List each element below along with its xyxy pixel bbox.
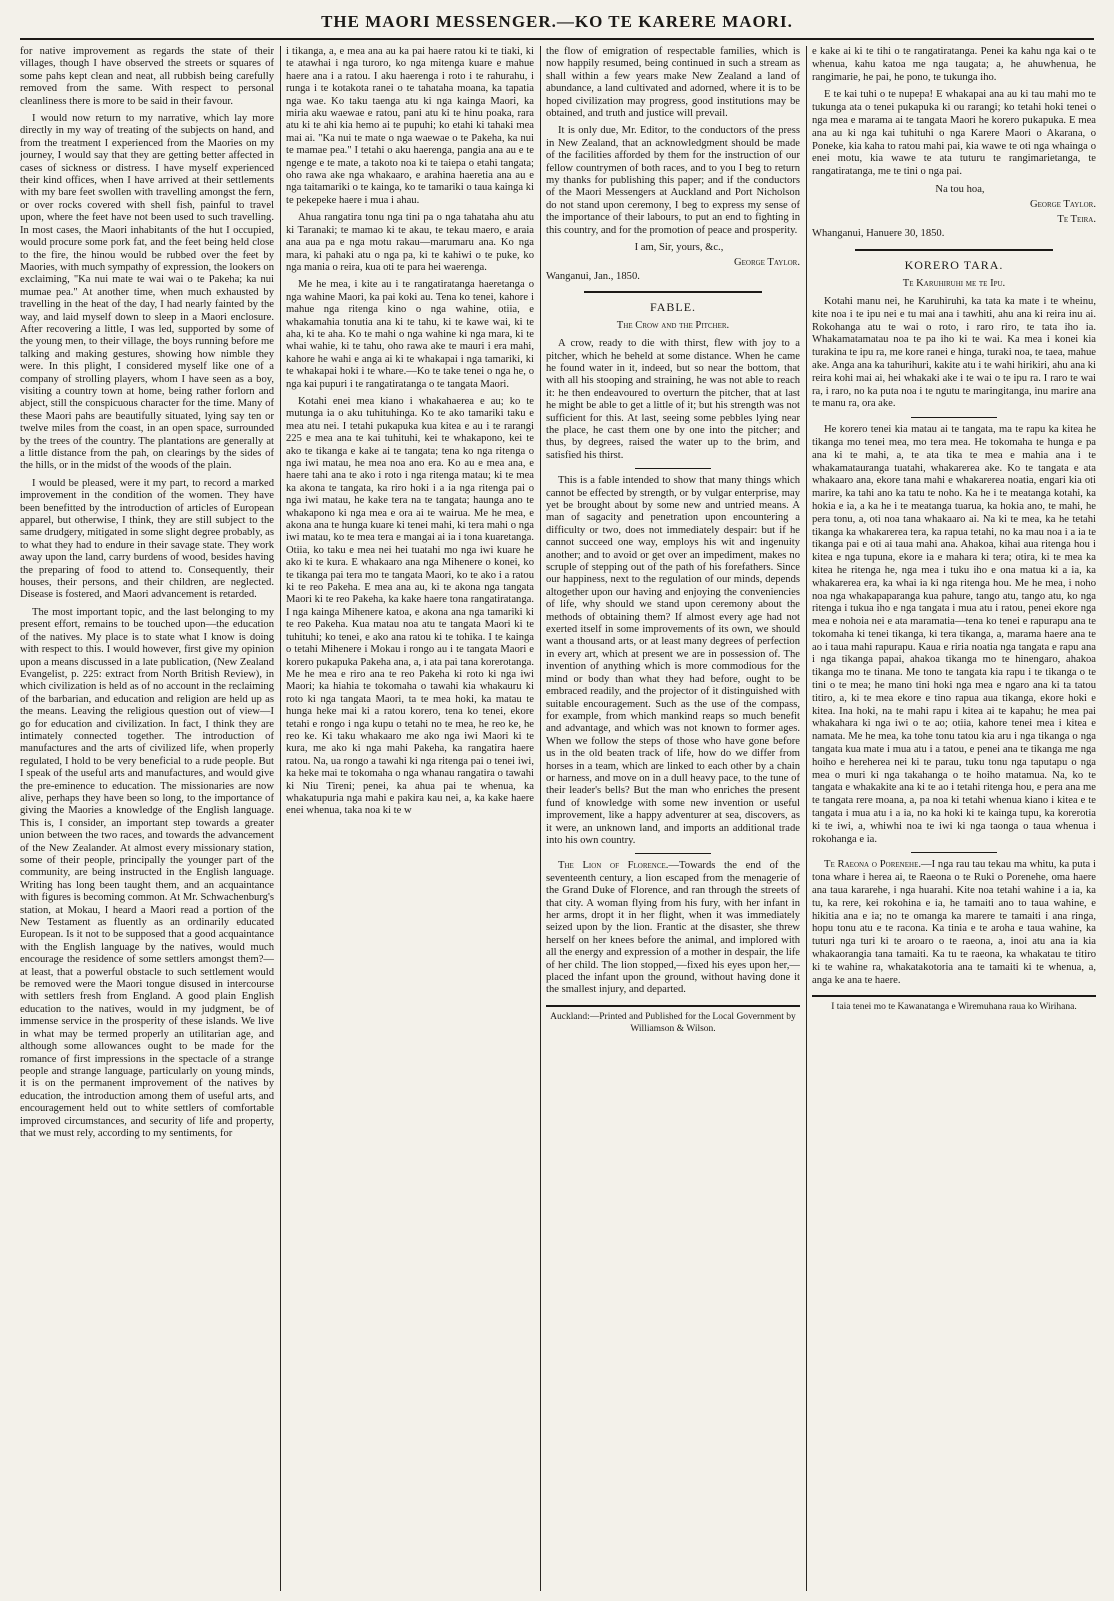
column-3 <box>546 46 800 1593</box>
dateline: Whanganui, Hanuere 30, 1850. <box>812 228 945 240</box>
paragraph: for native improvement as regards the state of their villages, though I have observed the streets or squares of some pahs kept clean and neat, all rubbish being carefully removed from the same. With respect to personal cleanliness there is more to be said in their favour. <box>20 46 274 107</box>
imprint: I taia tenei mo te Kawanatanga e Wiremuhana raua ko Wirihana. <box>812 995 1096 1013</box>
divider <box>911 417 996 418</box>
fable-subtitle: The Crow and the Pitcher. <box>616 319 730 331</box>
paragraph: He korero tenei kia matau ai te tangata, ma te rapu ka kitea he tikanga mo tenei mea, mo tera mea. He tokomaha te hunga e pa ana ki te mahi, a, te ata tika te mea e mahia ana i te whakamatauranga tuatahi, whakarerea ake. Ko te tangata e ata whakaaro ana, ekore tana mahi e whakarerea noatia, engari kia oti marire, ka tahi ano ka tatu te noho. Ka he i te meatanga kotahi, ka hokia e ia, a ka he i te meatanga tuarua, ka hokia ano, te mahi, he pera tonu, a, oti noa tana whakaaro ai. Na ki te mea, ka he tetahi tikanga ka whakarerea tera, ka rapua tetahi, no ka mau noa i a ia te tikanga pai e oti ai taua mahi ana. Ahakoa, kihai aua ritenga hou i kitea e nga tupuna, ekore ia e mahara ki tera; otira, ki te mea ka kitea he ritenga he, nga mea i tuku iho e ona matua ki a ia, ka whakarerea era, ka whai ia ki nga ritenga hou. Me he mea, i noho noa nga whakapaparanga kua pahure, tango atu, tango atu, ko nga ritenga i tukua iho e nga tangata i mua atu i ratou, penei ekore nga mea e nohoia nei e ata maramatia—tena ko tenei e rapurapu ana te tokomaha ki tenei tikanga, ki tera tikanga, a, marama haere ana te ao i taua mahi rapurapu. Kaua e riria noatia nga tangata e rapu ana i nga tikanga papai, ahakoa tikanga mo te hinengaro, ahakoa tikanga mo te tinana. Me tono te tangata kia rapu i te tikanga o te tini o te mea; he mano tini hoki nga mea e ngaro ana ki ta tatou titiro, a, ki te mea ekore e tino rapua aua tikanga, ekore hoki e kitea. Ina hoki, na te mahi rapu i kitea ai te kapahu; he mea pai whakahara ki nga iwi o te ao; otiia, kahore tenei mea i kitea e namata. Me he mea, ka tohe tonu tatou kia aru i nga tikanga o nga tangata kua mate i mua atu i a tatou, e penei ana te tikanga me nga hoiho e hereherea nei ki te parau, tuku tonu nga taputapu o nga mea o muri ki nga takahanga o te hoiho matamua. Na, ko te tangata e whakakite ana ki te ao i tetahi ritenga hou, e pera ana me te tangata rere moana, a, pa noa ki tetahi whenua kiano i kitea e te tangata i mua atu i a ia, no ka hoki ki te kainga tupu, ka korerotia ki te iwi, a, whiwhi noa te iwi ki nga taonga o taua whenua i rokohanga e ia. <box>812 424 1096 845</box>
paragraph: A crow, ready to die with thirst, flew with joy to a pitcher, which he beheld at some distance. When he came he found water in it, indeed, but so near the bottom, that with all his stooping and straining, he was not able to reach it: he then endeavoured to overturn the pitcher, that at last he might be able to get a little of it; but his strength was not sufficient for this. At last, seeing some pebbles lying near the place, he cast them one by one into the pitcher; and thus, by degrees, raised the water up to the brim, and satisfied his thirst. <box>546 338 800 461</box>
paragraph: Me he mea, i kite au i te rangatiratanga haeretanga o nga wahine Maori, ka pai koki au. Tena ko tenei, kahore i mahue nga ritenga kino o nga wahine, otiia, e whakamahia tonutia ana ki te tahu, ki te kawe wai, ki te aha, ki te aha. Ko te mahi o nga wahine ki nga mara, ki te whai wahie, ki te tahu, oho rawa ake te mauri i era mahi, kahore he wahi e anga ai ki te whakapai i nga tamariki, ki te whakapai hoki i te whare.—Ko te take tenei o nga he, o nga kai pupuri i te rangatiratanga o te tangata Maori. <box>286 279 534 390</box>
divider <box>635 853 711 854</box>
paragraph: E te kai tuhi o te nupepa! E whakapai ana au ki tau mahi mo te tukunga ata o tenei pukapuka ki ou rarangi; ko tetahi hoki tenei o nga mea e marama ai te tangata Maori he korero pukapuka. E mea ana au ki nga kai tuhituhi o nga Karere Maori o Akarana, o Poneke, kia kaha to ratou mahi pai, kia wawe te oti nga whainga o enei motu, kia wawe te ata tuturu te rangimarietanga, te rangatiratanga, me te tini o nga pai. <box>812 89 1096 178</box>
paragraph: The most important topic, and the last belonging to my present effort, remains to be touched upon—the education of the natives. My place is to state what I know is doing with respect to this. I would however, first give my opinion upon a means discussed in a late publication, (New Zealand Evangelist, p. 225: extract from North British Review), in which civilization is held as of no account in the reclaiming of the barbarian, and education and religion are held up as the means. Leaving the religious question out of view—I go for education and civilization. In fact, I think they are intimately connected together. The introduction of manufactures and the arts of civilized life, when properly regulated, I hold to be very beneficial to a rude people. But I speak of the useful arts and manufactures, and would give the pre-eminence to education. The missionaries are now alive, perhaps they have been so long, to the importance of giving the Maories a knowledge of the English language. This is, I consider, an important step towards a greater union between the two races, and towards the advancement of the New Zealander. At almost every missionary station, some of their people, principally the younger part of the community, are being instructed in the English language. Writing has long been taught them, and an acquaintance with figures is becoming common. At Mr. Schwachenburg's station, at Mokau, I heard a Maori read a portion of the New Testament as fluently as an ordinarily educated European. Is it not to be supposed that a good acquaintance with the English language by the natives, would much encourage the residence of some settlers amongst them?—at least, that a powerful obstacle to such settlement would be removed were the Maori tongue disused in intercourse with settlers fresh from England. A good plain English education to the natives, would in my judgment, be of immense service in the prosperity of these islands. We live in what may be termed properly an utilitarian age, and although some allowances ought to be made for the romance of first impressions in the spectacle of a strange people and strange language, particularly on young minds, it is on the permanent improvement of the natives by education, the introduction among them of useful arts, and encouragement held out to white settlers of comfortable improved circumstances, and security of life and property, that we must rely, according to my sentiments, for <box>20 606 274 1139</box>
letter-signature: Te Teira. <box>1057 213 1096 225</box>
letter-closing: I am, Sir, yours, &c., <box>634 242 724 254</box>
paragraph: It is only due, Mr. Editor, to the conductors of the press in New Zealand, that an acknowledgment should be made of the facilities afforded by them for the instruction of our fellow countrymen of both races, and to you I beg to return my thanks for publishing this paper; and if the conductors of the Maori Messengers at Auckland and Port Nicholson do not stand upon ceremony, I beg to express my sense of the importance of their labours, to put an end to fighting in this country, and for the promotion of peace and prosperity. <box>546 125 800 236</box>
lion-title: The Lion of Florence. <box>558 860 669 872</box>
korero-title: KORERO TARA. <box>904 258 1004 273</box>
korero-subtitle: Te Karuhiruhi me te Ipu. <box>902 277 1006 289</box>
divider <box>911 852 996 853</box>
section-divider <box>584 291 762 293</box>
divider <box>635 468 711 469</box>
column-2 <box>286 46 534 1593</box>
column-4 <box>812 46 1096 1593</box>
paragraph: Ahua rangatira tonu nga tini pa o nga tahataha ahu atu ki Taranaki; te mamao ki te akau, te tekau maero, e araia ana aua pa e nga motu rakau—marumaru ana. Ko nga mara, ki pahaki atu o nga pa, ki te kahiwi o te puke, ko nga mania o reira, kua oti te para hei waerenga. <box>286 212 534 273</box>
paragraph: the flow of emigration of respectable families, which is now happily resumed, being continued in such a stream as shall within a few years make New Zealand a land of abundance, a land cultivated and adorned, where it is to be hoped civilization may progress, good institutions may be obtained, and truth and justice will prevail. <box>546 46 800 120</box>
paragraph: e kake ai ki te tihi o te rangatiratanga. Penei ka kahu nga kai o te whenua, kahu katoa me nga taugata; a, he ahuwhenua, he rangimarie, he pai, he pono, te tukunga iho. <box>812 46 1096 83</box>
raeona-text: —I nga rau tau tekau ma whitu, ka puta i tona whare i herea ai, te Raeona o te Ruki o Porenehe, oma haere ana taua kararehe, i nga huarahi. Kite noa tetahi wahine i a ia, ka tu, ka rere, kei rokohina e ia, he tamaiti ano to taua wahine, e hikitia ana e ia; no te omanga ka marere te tamaiti i ana ringa, hopu tonu atu e te racona. Ka tinia e te aroha e taua wahine, ka tuturi nga turi ki te aroaro o te raeona, a, inoi atu ana ia kia whakaorangia tana tamaiti. Ka tu te raeona, ka whakatau te titiro ki te wahine ra, whakatakotoria ana te tamaiti ki te whenua, a, anga ke ana te haere. <box>812 859 1096 986</box>
raeona-title: Te Raeona o Porenehe. <box>824 859 921 871</box>
paragraph: I would be pleased, were it my part, to record a marked improvement in the condition of the women. They have been benefitted by the introduction of articles of European apparel, but otherwise, I think, they are still subject to the same drudgery, mitigated in some slight degree probably, as to what they had to endure in their savage state. They work away upon the land, carry burdens of wood, besides having the preparing of food to attend to. Consequently, their houses, their persons, and their children, are neglected. Disease is fostered, and Maori advancement is retarded. <box>20 477 274 601</box>
dateline: Wanganui, Jan., 1850. <box>546 270 640 282</box>
letter-closing: Na tou hoa, <box>935 183 985 195</box>
column-rule <box>806 46 807 1591</box>
letter-signature: George Taylor. <box>1029 198 1096 210</box>
section-divider <box>855 249 1054 251</box>
fable-title: FABLE. <box>649 300 697 315</box>
imprint: Auckland:—Printed and Published for the Local Government by Williamson & Wilson. <box>546 1005 800 1036</box>
column-rule <box>280 46 281 1591</box>
lion-text: —Towards the end of the seventeenth century, a lion escaped from the menagerie of the Grand Duke of Florence, and ran through the streets of that city. A woman flying from his fury, with her infant in her arms, dropt it in her flight, when it was immediately seized upon by the lion. Frantic at the disaster, she threw herself on her knees before the animal, and implored with all the energy and expression of a mother in despair, the life of her child. The lion stopped,—fixed his eyes upon her,—placed the infant upon the ground, without having done it the smallest injury, and departed. <box>546 860 800 996</box>
column-1 <box>20 46 274 1593</box>
column-rule <box>540 46 541 1591</box>
paragraph: I would now return to my narrative, which lay more directly in my way of treating of the subjects on hand, and from the treatment I experienced from the Maories on my journey, I would say that they are getting better affected in cases of sickness or distress. I have myself experienced their kind offices, when I have arrived at their settlements with my bare feet swollen with travelling amongst the fern, or over rocks covered with shell fish, painful to travel upon, where the feet have not been used to such travelling. In most cases, the Maori inhabitants of the hut I occupied, would procure some pork fat, and the feet being held close to the fire, the hinou would be rubbed over the feet by Maories, with much sympathy of expression, the lookers on exclaiming, "Ka nui mate te wai wai o te Pakeha; ka nui mumae pea." At another time, when much exhausted by travelling in the heat of the day, I had nearly fainted by the way, and laid myself down to sleep in a Maori enclosure. After recovering a little, I was led, supported by some of the young men, to their village, the boys running before me talking and making gestures, showing how nimble they were. In this plight, I considered myself like one of a company of strolling players, whom I have seen as a boy, visiting a country town at home, being rather forlorn and abject, still the conspicuous character for the time. Many of these Maori pahs are beautifully situated, lying say ten or twelve miles from the coast, in an open space, surrounded by the trees of the country. The plantations are generally at a little distance from the pah, on clearings by the sides of the hills, or in the midst of the woods of the plain. <box>20 113 274 472</box>
paragraph: Kotahi enei mea kiano i whakahaerea e au; ko te mutunga ia o aku tuhituhinga. Ko te ako tamariki taku e mea atu nei. I tetahi pukapuka kua kitea e au i te rarangi 225 e mea ana te kai tuhituhi, kei te whakapono, kei te ako te tikanga e kake ai te tangata; tena ko nga ritenga o nga iwi matau, he mea noa ano era. Ko au e mea ana, e haere tahi ana te ako i roto i nga ritenga matau; ki te mea ka akona te tangata, ka riro hoki i a ia nga ritenga pai o nga iwi matau, he kake tera na te tangata; haunga ano te whakapono ki nga mea e ora ai te wairua. Me he mea, e akona ana te hunga kuare ki tenei mahi, ki tera mahi o nga iwi matau, ko te mea tera e mangai ai ia i tona kuaretanga. Otiia, ko taku e mea nei hei tuatahi mo nga iwi kuare he ako ki te kura. E whakaaro ana nga Mihenere o konei, ko te tikanga pai tera mo te tangata Maori, ko te ako i a ratou ki te reo Pakeha. E mea ana au, ki te akona nga tangata Maori ki te reo Pakeha, ka kake haere tona rangatiratanga. I nga kainga Mihenere katoa, e akona ana nga tamariki ki te reo Pakeha. Kua matau noa atu te tangata Maori ki te tuhituhi; ko tenei, e ako ana ratou ki te tohika. I te kainga o tetahi Mihenere i Mokau i rongo au i te tangata Maori e korero pukapuka Pakeha ana, a, i ata pai tana korerotanga. Me he mea e riro ana te reo Pakeha ki roto ki nga iwi Maori; ka hiahia te tokomaha o tawahi kia whakauru ki roto ki nga tangata Maori, ta te mea hoki, ka matau te hunga heke mai ki a ratou korero, tena ko tenei, ekore tetahi e rongo i nga kupu o tetahi no te mea, he reo ke, he reo ke. Ki taku whakaaro me ako nga iwi Maori ki te kura, me ako ki nga mahi Pakeha, ka rangatira haere ratou. Na, ua rongo a tawahi ki nga ritenga pai o tenei iwi, ka heke mai te tokomaha o nga whanau rangatira o tawahi ki Niu Tireni; penei, ka ahua pai te whenua, ka whakatupuria nga mahi e pakira kau nei, a, ka kake haere enei whenua, taka noa ki te w <box>286 395 534 817</box>
paragraph: This is a fable intended to show that many things which cannot be effected by strength, or by vulgar enterprise, may yet be brought about by some new and untried means. A man of sagacity and penetration upon encountering a difficulty or two, does not immediately despair: but if he cannot succeed one way, employs his wit and ingenuity another; and to avoid or get over an impediment, makes no scruple of stepping out of the path of his forefathers. Since our happiness, next to the regulation of our minds, depends altogether upon our having and enjoying the conveniencies of life, why should we stand upon ceremony about the methods of obtaining them? If almost every age had not exerted itself in some improvements of its own, we should want a thousand arts, or at least many degrees of perfection in every art, which at present we are in possession of. The invention of anything which is more commodious for the mind or body than what they had before, ought to be embraced readily, and the projector of it distinguished with suitable encouragement. Such as the use of the compass, for example, from which mankind reaps so much benefit and advantage, and which was not known to former ages. When we follow the steps of those who have gone before us in the old beaten track of life, how do we differ from horses in a team, which are linked to each other by a chain or harness, and move on in a dull heavy pace, to the tune of their leader's bells? But the man who enriches the present fund of knowledge with some new invention or useful improvement, like a happy adventurer at sea, discovers, as it were, an unknown land, and imports an additional trade into his own country. <box>546 475 800 846</box>
paragraph: i tikanga, a, e mea ana au ka pai haere ratou ki te tiaki, ki te atawhai i nga turoro, ko nga mitenga kuare e mahue haere ana i a ratou. I aku haerenga i roto i te rahurahu, i runga i te kotakota ranei o te tahataha moana, ka tapatia nga wae. Ko taku taenga atu ki nga kainga Maori, ka miria aku waewae e ratou, pani atu ki te hinu poaka, rara atu ki te ahi kia hemo ai te pupuhi; ko etahi ki tahaki mea mai ai. "Ka nui te mate o nga waewae o te Pakeha, ka nui te mamae pea." I tetahi o aku haerenga, pangia ana au e te ngenge e te mate, a takoto noa ki te taiepa o etahi tangata; oho rawa ake nga whakaaro, e arahina haeretia ana au e nga taitamariki o te kainga, ko te tamariki o taua kainga ki te pekepeke haere i mua i ahau. <box>286 46 534 206</box>
letter-signature: George Taylor. <box>733 256 800 268</box>
paragraph: Kotahi manu nei, he Karuhiruhi, ka tata ka mate i te wheinu, kite noa i te ipu nei e tu mai ana i tawhiti, ahu ana ki reira inu ai. Rokohanga atu te wai o roto, i raro riro, te tata iho ia. Whakamatamatau noa te pa iho ki te wai. Ka mea i konei kia turakina te ipu ra, me kore ranei e hinga, turaki noa, te taea, mahue ake. Anga ana ka tahurihuri, kakite atu i te wahi hirikiri, ahu ana ki reira kohi mai ai, hei whakaki ake i te wai o te ipu ra. I raro te wai ra, i raro, no ka puta noa i te ngutu te maringitanga, inu marire ana te manu ra, ora ake. <box>812 295 1096 410</box>
masthead: THE MAORI MESSENGER.—KO TE KARERE MAORI. <box>20 12 1094 40</box>
